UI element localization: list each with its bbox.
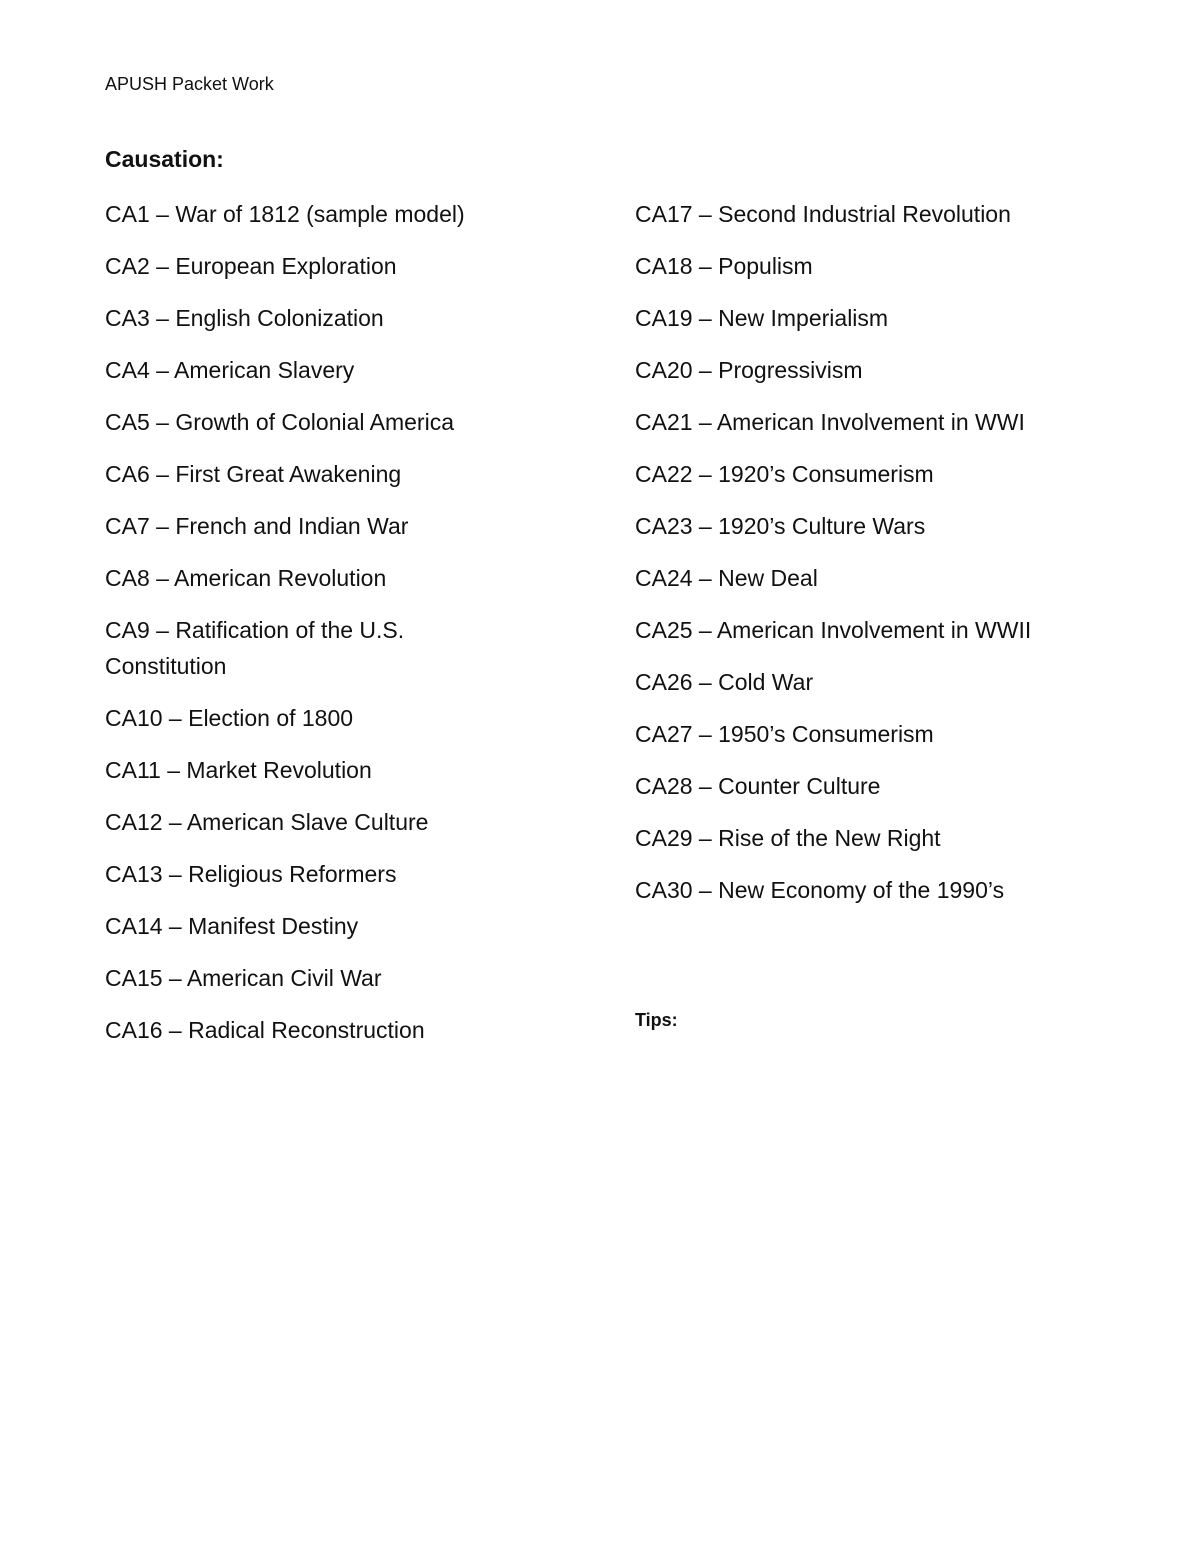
causation-list-left <box>105 196 585 1064</box>
list-item: CA4 – American Slavery <box>105 357 355 383</box>
list-item: CA1 – War of 1812 (sample model) <box>105 201 465 227</box>
tips-label: Tips: <box>635 1010 678 1030</box>
causation-list-right <box>635 196 1155 924</box>
list-item: CA30 – New Economy of the 1990’s <box>635 877 1005 903</box>
list-item: CA17 – Second Industrial Revolution <box>635 201 1011 227</box>
list-item: CA26 – Cold War <box>635 669 814 695</box>
list-item: CA28 – Counter Culture <box>635 773 881 799</box>
document-header: APUSH Packet Work <box>105 74 274 94</box>
list-item: CA10 – Election of 1800 <box>105 705 354 731</box>
list-item: CA8 – American Revolution <box>105 565 387 591</box>
list-item: CA19 – New Imperialism <box>635 305 889 331</box>
list-item: CA23 – 1920’s Culture Wars <box>635 513 926 539</box>
list-item: CA2 – European Exploration <box>105 253 397 279</box>
list-item: CA22 – 1920’s Consumerism <box>635 461 934 487</box>
list-item: CA18 – Populism <box>635 253 813 279</box>
list-item: CA9 – Ratification of the U.S. Constitution <box>105 617 405 679</box>
list-item: CA21 – American Involvement in WWI <box>635 409 1025 435</box>
list-item: CA24 – New Deal <box>635 565 818 591</box>
list-item: CA15 – American Civil War <box>105 965 382 991</box>
list-item: CA20 – Progressivism <box>635 357 863 383</box>
list-item: CA12 – American Slave Culture <box>105 809 429 835</box>
list-item: CA11 – Market Revolution <box>105 757 372 783</box>
list-item: CA25 – American Involvement in WWII <box>635 617 1032 643</box>
list-item: CA5 – Growth of Colonial America <box>105 409 454 435</box>
list-item: CA14 – Manifest Destiny <box>105 913 359 939</box>
list-item: CA3 – English Colonization <box>105 305 384 331</box>
list-item: CA16 – Radical Reconstruction <box>105 1017 425 1043</box>
section-title: Causation: <box>105 146 224 172</box>
list-item: CA29 – Rise of the New Right <box>635 825 941 851</box>
list-item: CA13 – Religious Reformers <box>105 861 397 887</box>
list-item: CA6 – First Great Awakening <box>105 461 402 487</box>
list-item: CA7 – French and Indian War <box>105 513 409 539</box>
list-item: CA27 – 1950’s Consumerism <box>635 721 934 747</box>
